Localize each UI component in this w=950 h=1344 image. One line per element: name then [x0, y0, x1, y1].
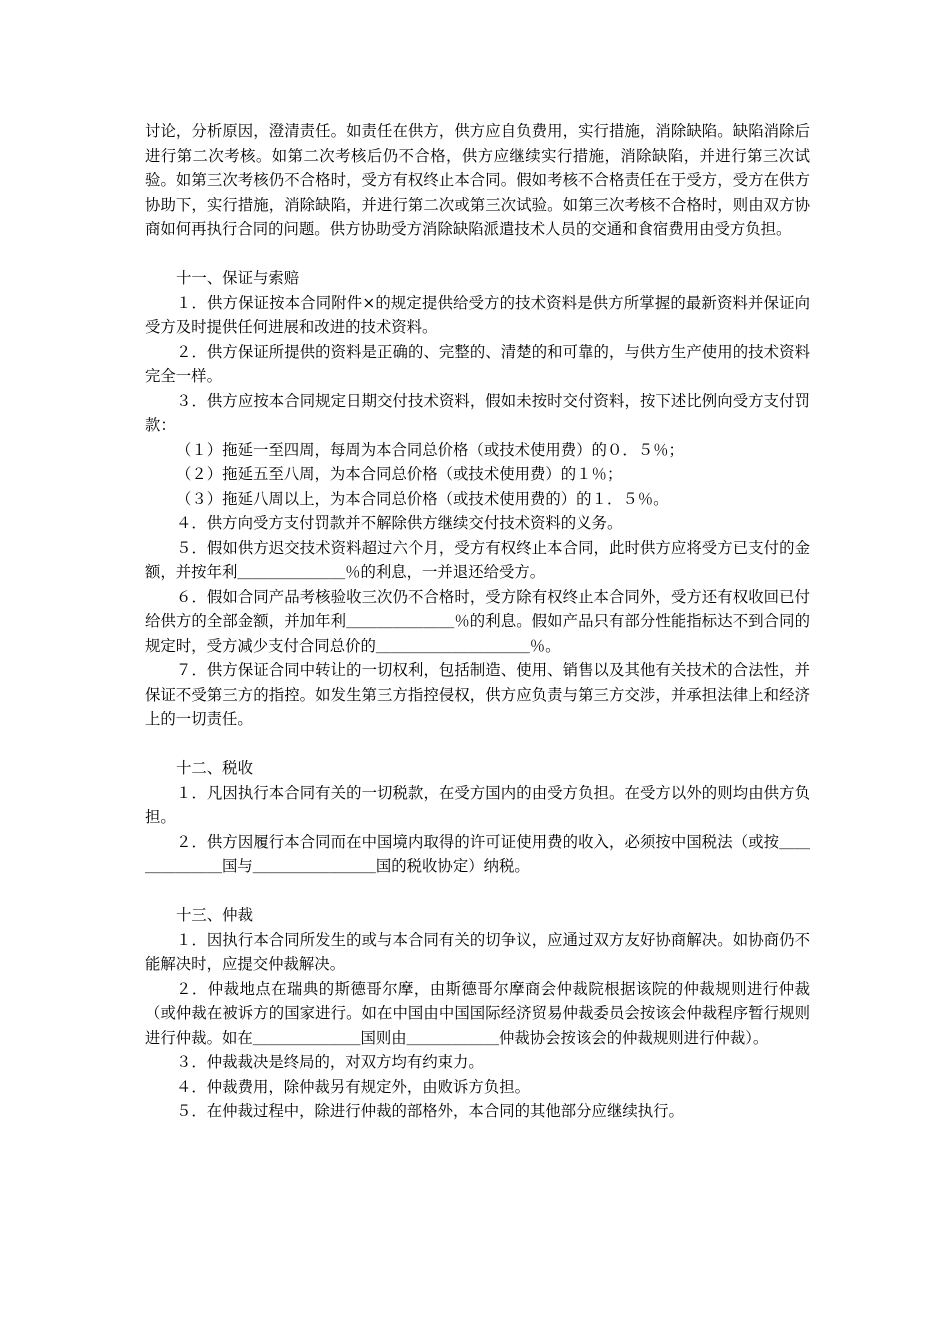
- clause-12-2: ２．供方因履行本合同而在中国境内取得的许可证使用费的收入，必须按中国税法（或按＿＿＿＿＿＿＿国与＿＿＿＿＿＿＿＿国的税收协定）纳税。: [145, 832, 810, 875]
- section-title-warranty: 十一、保证与索赔: [176, 269, 300, 287]
- clause-11-5: ５．假如供方迟交技术资料超过六个月，受方有权终止本合同，此时供方应将受方已支付的金额，并按年利＿＿＿＿＿＿＿％的利息，一并退还给受方。: [145, 538, 810, 581]
- clause-11-3-b: （２）拖延五至八周，为本合同总价格（或技术使用费）的１％；: [176, 465, 623, 483]
- section-arbitration: [145, 903, 810, 1124]
- clause-13-4: ４．仲裁费用，除仲裁另有规定外，由败诉方负担。: [176, 1077, 530, 1096]
- clause-11-3-c: （３）拖延八周以上，为本合同总价格（或技术使用费的）的１．５％。: [176, 489, 669, 508]
- clause-11-3-a: （１）拖延一至四周，每周为本合同总价格（或技术使用费）的０．５％；: [176, 440, 684, 459]
- spacer: [145, 732, 810, 757]
- clause-13-3: ３．仲裁裁决是终局的，对双方均有约束力。: [176, 1053, 484, 1071]
- spacer: [145, 242, 810, 267]
- section-title-tax: 十二、税收: [176, 759, 253, 777]
- section-title-arbitration: 十三、仲裁: [176, 906, 253, 924]
- clause-11-2: ２．供方保证所提供的资料是正确的、完整的、清楚的和可靠的，与供方生产使用的技术资料完全一样。: [145, 342, 810, 385]
- intro-paragraph: 讨论，分析原因，澄清责任。如责任在供方，供方应自负费用，实行措施，消除缺陷。缺陷消除后进行第二次考核。如第二次考核后仍不合格，供方应继续实行措施，消除缺陷，并进行第三次试验。如第三次考核仍不合格时，受方有权终止本合同。假如考核不合格责任在于受方，受方在供方协助下，实行措施，消除缺陷，并进行第二次或第三次试验。如第三次考核不合格时，则由双方协商如何再执行合同的问题。供方协助受方消除缺陷派遣技术人员的交通和食宿费用由受方负担。: [145, 122, 810, 238]
- spacer: [145, 879, 810, 904]
- clause-11-1: １．供方保证按本合同附件×的规定提供给受方的技术资料是供方所掌握的最新资料并保证向受方及时提供任何进展和改进的技术资料。: [145, 293, 810, 336]
- clause-13-2: ２．仲裁地点在瑞典的斯德哥尔摩，由斯德哥尔摩商会仲裁院根据该院的仲裁规则进行仲裁（或仲裁在被诉方的国家进行。如在中国由中国国际经济贸易仲裁委员会按该会仲裁程序暂行规则进行仲裁。如在＿＿＿＿＿＿＿国则由＿＿＿＿＿＿仲裁协会按该会的仲裁规则进行仲裁）。: [145, 979, 810, 1047]
- clause-13-5: ５．在仲裁过程中，除进行仲裁的部格外，本合同的其他部分应继续执行。: [176, 1102, 684, 1120]
- clause-12-1: １．凡因执行本合同有关的一切税款，在受方国内的由受方负担。在受方以外的则均由供方负担。: [145, 783, 810, 826]
- clause-11-3: ３．供方应按本合同规定日期交付技术资料，假如未按时交付资料，按下述比例向受方支付罚款：: [145, 391, 810, 434]
- clause-11-6: ６．假如合同产品考核验收三次仍不合格时，受方除有权终止本合同外，受方还有权收回已付给供方的全部金额，并加年利＿＿＿＿＿＿＿％的利息。假如产品只有部分性能指标达不到合同的规定时，受方减少支付合同总价的＿＿＿＿＿＿＿＿＿＿％。: [145, 587, 810, 655]
- clause-13-1: １．因执行本合同所发生的或与本合同有关的切争议，应通过双方友好协商解决。如协商仍不能解决时，应提交仲裁解决。: [145, 930, 810, 973]
- section-tax: [145, 756, 810, 879]
- section-warranty: [145, 266, 810, 732]
- clause-11-7: ７．供方保证合同中转让的一切权利，包括制造、使用、销售以及其他有关技术的合法性，并保证不受第三方的指控。如发生第三方指控侵权，供方应负责与第三方交涉，并承担法律上和经济上的一切责任。: [145, 661, 810, 728]
- document-page: [145, 119, 810, 1124]
- clause-11-4: ４．供方向受方支付罚款并不解除供方继续交付技术资料的义务。: [176, 514, 623, 532]
